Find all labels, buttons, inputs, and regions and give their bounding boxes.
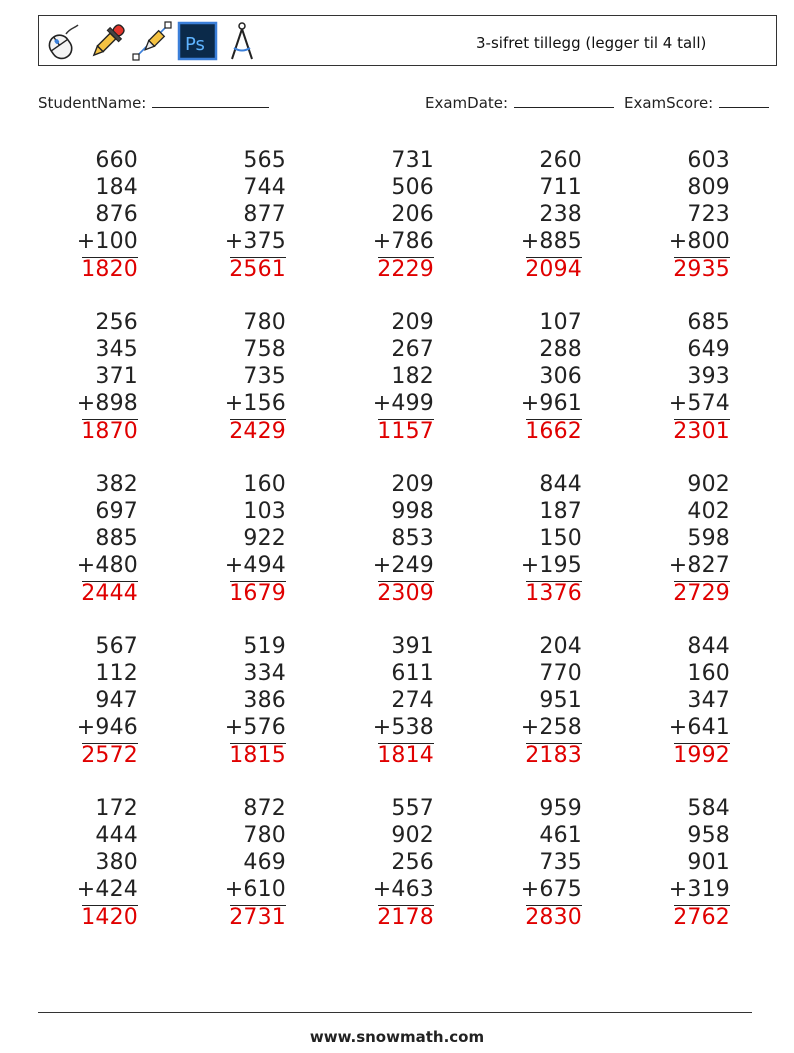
addend: 780 <box>243 310 286 335</box>
addend-with-plus: +885 <box>520 229 582 254</box>
addend: 345 <box>95 337 138 362</box>
addend: 611 <box>391 661 434 686</box>
addition-problem <box>186 471 286 610</box>
addend-with-plus: +961 <box>520 391 582 416</box>
addend: 347 <box>687 688 730 713</box>
addend: 306 <box>539 364 582 389</box>
addend: 557 <box>391 796 434 821</box>
exam-date-label: ExamDate: <box>425 94 509 112</box>
addend-with-plus: +946 <box>76 715 138 740</box>
addend: 402 <box>687 499 730 524</box>
exam-score-blank[interactable] <box>719 93 769 108</box>
addend: 461 <box>539 823 582 848</box>
sum-answer: 2094 <box>525 257 582 282</box>
addend: 885 <box>95 526 138 551</box>
addend-with-plus: +538 <box>372 715 434 740</box>
addend: 902 <box>687 472 730 497</box>
addend: 382 <box>95 472 138 497</box>
addend: 844 <box>539 472 582 497</box>
student-name-blank[interactable] <box>152 93 269 108</box>
footer-divider <box>38 1012 752 1013</box>
sum-answer: 1157 <box>377 419 434 444</box>
addend: 103 <box>243 499 286 524</box>
addend: 723 <box>687 202 730 227</box>
addend: 877 <box>243 202 286 227</box>
vector-pen-icon <box>131 20 173 62</box>
addend: 256 <box>391 850 434 875</box>
addition-problem <box>630 633 730 772</box>
photoshop-icon <box>177 20 219 62</box>
sum-answer: 1815 <box>229 743 286 768</box>
addend: 735 <box>243 364 286 389</box>
sum-answer: 2762 <box>673 905 730 930</box>
addend: 649 <box>687 337 730 362</box>
addend-with-plus: +375 <box>224 229 286 254</box>
addend: 172 <box>95 796 138 821</box>
eyedropper-icon <box>87 20 129 62</box>
addend: 334 <box>243 661 286 686</box>
addition-problem <box>38 471 138 610</box>
addition-problem <box>482 309 582 448</box>
addition-problem <box>630 147 730 286</box>
addition-problem <box>38 147 138 286</box>
addend: 469 <box>243 850 286 875</box>
sum-answer: 2429 <box>229 419 286 444</box>
addend-with-plus: +156 <box>224 391 286 416</box>
addend: 758 <box>243 337 286 362</box>
addition-problem <box>334 309 434 448</box>
addend: 744 <box>243 175 286 200</box>
addend: 519 <box>243 634 286 659</box>
addend-with-plus: +424 <box>76 877 138 902</box>
sum-answer: 2561 <box>229 257 286 282</box>
sum-answer: 1820 <box>81 257 138 282</box>
addend: 872 <box>243 796 286 821</box>
sum-answer: 2183 <box>525 743 582 768</box>
addition-problem <box>482 633 582 772</box>
addend-with-plus: +100 <box>76 229 138 254</box>
addend: 902 <box>391 823 434 848</box>
addend: 444 <box>95 823 138 848</box>
sum-answer: 2729 <box>673 581 730 606</box>
addend: 187 <box>539 499 582 524</box>
addend-with-plus: +195 <box>520 553 582 578</box>
addend: 731 <box>391 148 434 173</box>
addend-with-plus: +898 <box>76 391 138 416</box>
footer-website: www.snowmath.com <box>309 1028 485 1046</box>
addition-problem <box>38 309 138 448</box>
sum-answer: 1662 <box>525 419 582 444</box>
addend-with-plus: +641 <box>668 715 730 740</box>
addend: 184 <box>95 175 138 200</box>
sum-answer: 1992 <box>673 743 730 768</box>
addend: 922 <box>243 526 286 551</box>
sum-answer: 2301 <box>673 419 730 444</box>
addend: 685 <box>687 310 730 335</box>
addend-with-plus: +319 <box>668 877 730 902</box>
addend: 107 <box>539 310 582 335</box>
sum-answer: 2444 <box>81 581 138 606</box>
student-name-label: StudentName: <box>38 94 147 112</box>
sum-answer: 1376 <box>525 581 582 606</box>
addition-problem <box>186 147 286 286</box>
addition-problem <box>334 633 434 772</box>
addend: 209 <box>391 472 434 497</box>
addition-problem <box>482 795 582 934</box>
addend-with-plus: +576 <box>224 715 286 740</box>
addend-with-plus: +827 <box>668 553 730 578</box>
addend: 697 <box>95 499 138 524</box>
addend-with-plus: +610 <box>224 877 286 902</box>
sum-answer: 2572 <box>81 743 138 768</box>
addend: 506 <box>391 175 434 200</box>
addition-problem <box>334 795 434 934</box>
addend: 386 <box>243 688 286 713</box>
addend: 780 <box>243 823 286 848</box>
sum-answer: 2178 <box>377 905 434 930</box>
worksheet-title: 3-sifret tillegg (legger til 4 tall) <box>476 34 707 52</box>
addend-with-plus: +499 <box>372 391 434 416</box>
addend: 256 <box>95 310 138 335</box>
addend: 770 <box>539 661 582 686</box>
addition-problem <box>482 147 582 286</box>
mouse-icon <box>42 20 84 62</box>
addend-with-plus: +494 <box>224 553 286 578</box>
addition-problem <box>186 633 286 772</box>
addend: 959 <box>539 796 582 821</box>
addend: 660 <box>95 148 138 173</box>
addition-problem <box>630 309 730 448</box>
addend: 274 <box>391 688 434 713</box>
addend: 711 <box>539 175 582 200</box>
addend: 371 <box>95 364 138 389</box>
addend: 598 <box>687 526 730 551</box>
exam-date-blank[interactable] <box>514 93 614 108</box>
sum-answer: 2731 <box>229 905 286 930</box>
addition-problem <box>334 471 434 610</box>
addend: 958 <box>687 823 730 848</box>
sum-answer: 1870 <box>81 419 138 444</box>
sum-answer: 1814 <box>377 743 434 768</box>
addend-with-plus: +675 <box>520 877 582 902</box>
addend: 206 <box>391 202 434 227</box>
worksheet-header <box>38 15 777 66</box>
addend-with-plus: +800 <box>668 229 730 254</box>
addition-problem <box>630 471 730 610</box>
addend: 209 <box>391 310 434 335</box>
addend: 567 <box>95 634 138 659</box>
addend: 288 <box>539 337 582 362</box>
addend: 565 <box>243 148 286 173</box>
addend: 853 <box>391 526 434 551</box>
addend: 809 <box>687 175 730 200</box>
addend-with-plus: +574 <box>668 391 730 416</box>
exam-date-field <box>425 93 614 112</box>
addend: 160 <box>687 661 730 686</box>
addend: 204 <box>539 634 582 659</box>
addend: 391 <box>391 634 434 659</box>
sum-answer: 2935 <box>673 257 730 282</box>
exam-score-field <box>624 93 769 112</box>
addend-with-plus: +463 <box>372 877 434 902</box>
exam-score-label: ExamScore: <box>624 94 714 112</box>
addend-with-plus: +786 <box>372 229 434 254</box>
addend-with-plus: +258 <box>520 715 582 740</box>
addition-problem <box>334 147 434 286</box>
addend: 603 <box>687 148 730 173</box>
sum-answer: 1679 <box>229 581 286 606</box>
addend: 951 <box>539 688 582 713</box>
sum-answer: 2309 <box>377 581 434 606</box>
sum-answer: 1420 <box>81 905 138 930</box>
addend: 112 <box>95 661 138 686</box>
addition-problem <box>630 795 730 934</box>
sum-answer: 2229 <box>377 257 434 282</box>
addend-with-plus: +480 <box>76 553 138 578</box>
student-name-field <box>38 93 269 112</box>
addition-problem <box>482 471 582 610</box>
addend: 267 <box>391 337 434 362</box>
addend: 584 <box>687 796 730 821</box>
addition-problem <box>186 795 286 934</box>
compass-icon <box>221 20 263 62</box>
addend: 735 <box>539 850 582 875</box>
addend: 380 <box>95 850 138 875</box>
addend: 182 <box>391 364 434 389</box>
addend: 238 <box>539 202 582 227</box>
addend: 947 <box>95 688 138 713</box>
addend: 998 <box>391 499 434 524</box>
addend: 901 <box>687 850 730 875</box>
addend: 876 <box>95 202 138 227</box>
addition-problem <box>38 633 138 772</box>
sum-answer: 2830 <box>525 905 582 930</box>
addition-problem <box>186 309 286 448</box>
addend-with-plus: +249 <box>372 553 434 578</box>
addend: 160 <box>243 472 286 497</box>
addend: 260 <box>539 148 582 173</box>
svg-text:Ps: Ps <box>185 34 205 55</box>
addition-problem <box>38 795 138 934</box>
addend: 150 <box>539 526 582 551</box>
addend: 844 <box>687 634 730 659</box>
addend: 393 <box>687 364 730 389</box>
